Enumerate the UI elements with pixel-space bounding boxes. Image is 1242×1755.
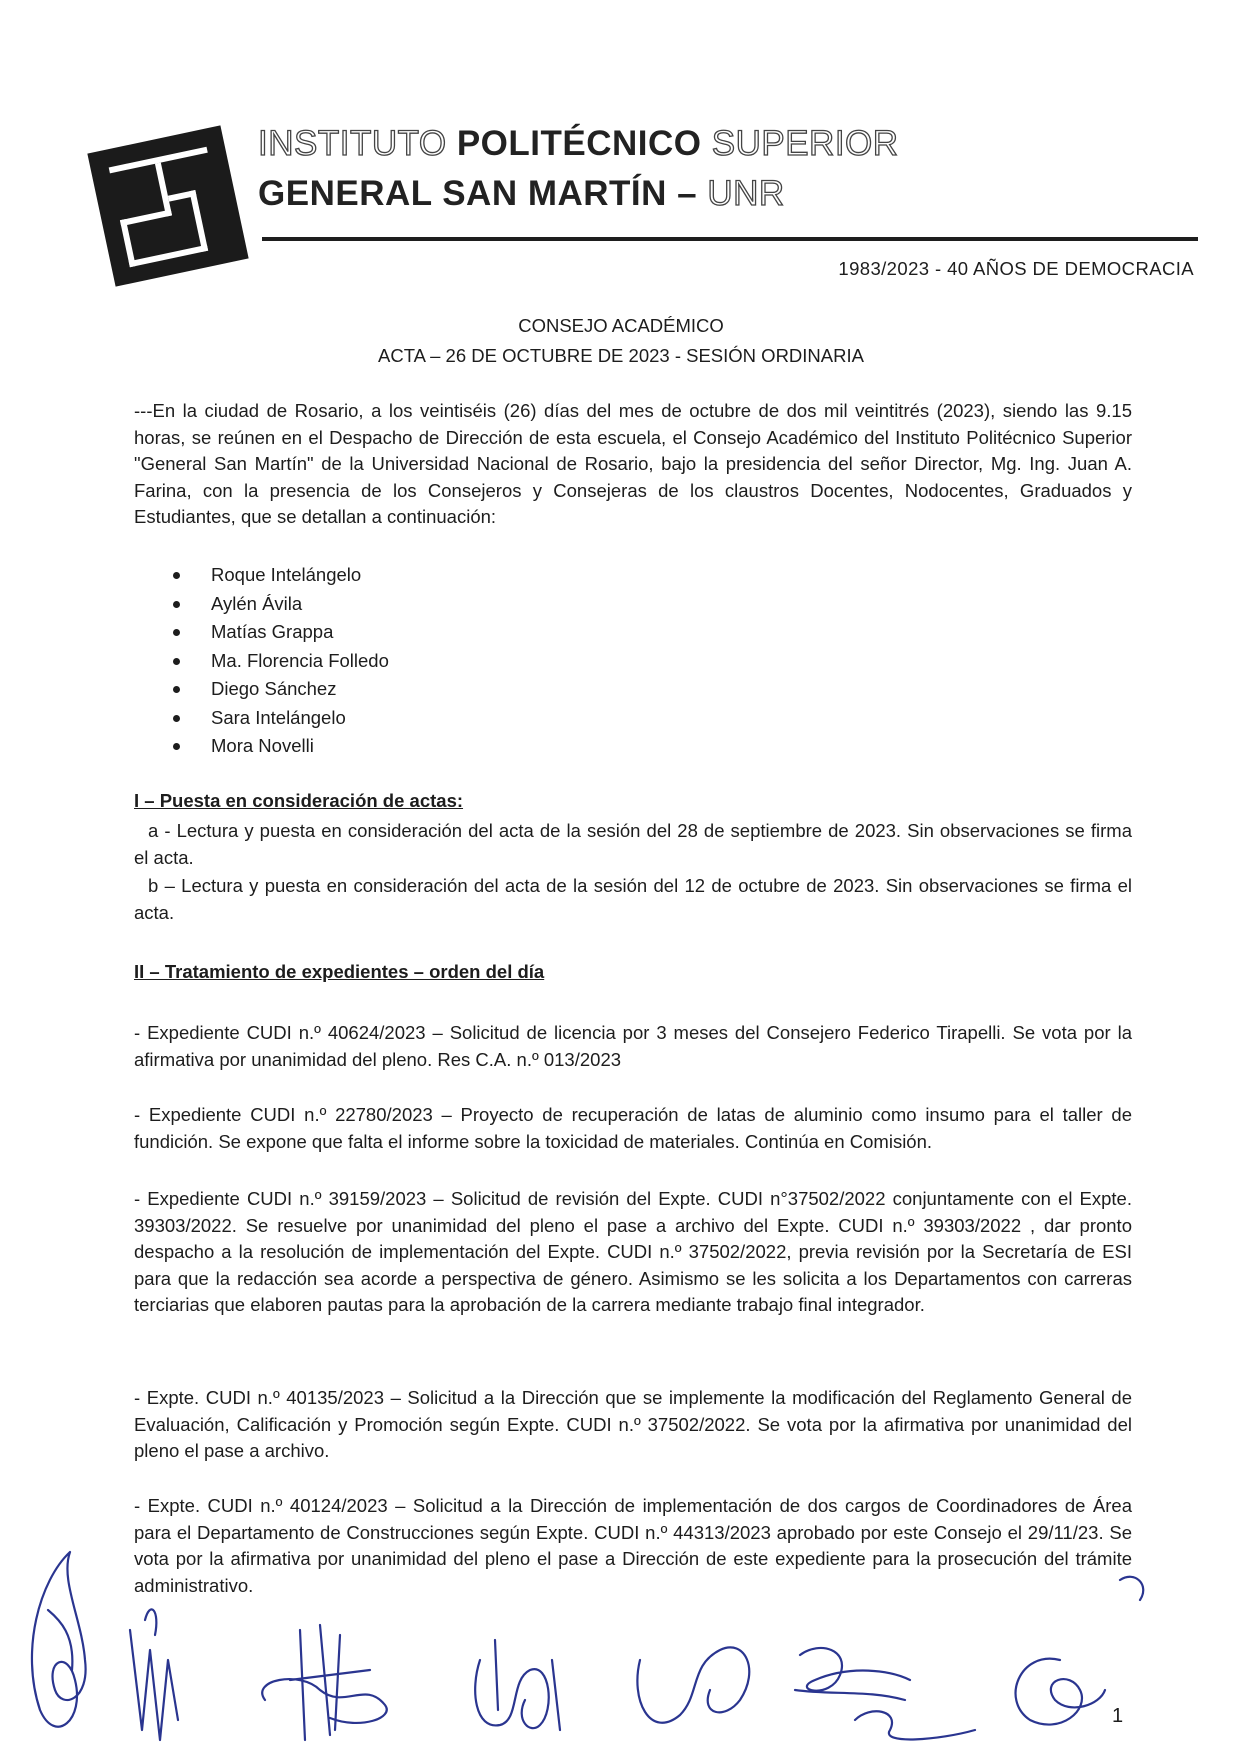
list-item: Ma. Florencia Folledo	[168, 647, 389, 676]
bullet-icon	[173, 715, 180, 722]
bullet-icon	[173, 658, 180, 665]
list-item: Matías Grappa	[168, 618, 389, 647]
institute-logo-icon	[78, 116, 258, 296]
list-item: Roque Intelángelo	[168, 561, 389, 590]
section-1-item-a: a - Lectura y puesta en consideración del acta de la sesión del 28 de septiembre de 2023. Sin observaciones se firma el acta.	[134, 820, 1132, 868]
list-item: Aylén Ávila	[168, 590, 389, 619]
header-rule	[262, 237, 1198, 241]
handwritten-signatures	[0, 1540, 1242, 1755]
bullet-icon	[173, 743, 180, 750]
bullet-icon	[173, 572, 180, 579]
list-item: Sara Intelángelo	[168, 704, 389, 733]
expediente-item: - Expediente CUDI n.º 22780/2023 – Proyecto de recuperación de latas de aluminio como insumo para el taller de fundición. Se expone que falta el informe sobre la toxicidad de materiales. Continúa en Comisión.	[134, 1104, 1132, 1152]
section-1-heading: I – Puesta en consideración de actas:	[134, 790, 464, 811]
session-title: ACTA – 26 DE OCTUBRE DE 2023 - SESIÓN ORDINARIA	[378, 345, 864, 366]
page-number: 1	[1112, 1705, 1124, 1727]
democracy-tagline: 1983/2023 - 40 AÑOS DE DEMOCRACIA	[838, 258, 1194, 279]
expediente-item: - Expte. CUDI n.º 40135/2023 – Solicitud a la Dirección que se implemente la modificación del Reglamento General de Evaluación, Calificación y Promoción según Expte. CUDI n.º 37502/2022. Se vota por la afirmativa por unanimidad del pleno el pase a archivo.	[134, 1387, 1132, 1461]
expediente-item: - Expediente CUDI n.º 40624/2023 – Solicitud de licencia por 3 meses del Consejero Federico Tirapelli. Se vota por la afirmativa por unanimidad del pleno. Res C.A. n.º 013/2023	[134, 1022, 1132, 1070]
bullet-icon	[173, 686, 180, 693]
council-title: CONSEJO ACADÉMICO	[518, 315, 724, 336]
expediente-item: - Expte. CUDI n.º 40124/2023 – Solicitud a la Dirección de implementación de dos cargos de Coordinadores de Área para el Departamento de Construcciones según Expte. CUDI n.º 44313/2023 aprobado por este Consejo el 29/11/23. Se vota por la afirmativa por unanimidad del pleno el pase a Dirección de este expediente para la prosecución del trámite administrativo.	[134, 1495, 1132, 1596]
institute-name-line2: GENERAL SAN MARTÍN – UNR	[258, 174, 785, 213]
list-item: Mora Novelli	[168, 732, 389, 761]
institute-name-line1: INSTITUTO POLITÉCNICO SUPERIOR	[258, 124, 899, 163]
intro-paragraph: ---En la ciudad de Rosario, a los veintiséis (26) días del mes de octubre de dos mil veintitrés (2023), siendo las 9.15 horas, se reúnen en el Despacho de Dirección de esta escuela, el Consejo Académico del Instituto Politécnico Superior "General San Martín" de la Universidad Nacional de Rosario, bajo la presidencia del señor Director, Mg. Ing. Juan A. Farina, con la presencia de los Consejeros y Consejeras de los claustros Docentes, Nodocentes, Graduados y Estudiantes, que se detallan a continuación:	[134, 400, 1132, 527]
bullet-icon	[173, 601, 180, 608]
bullet-icon	[173, 629, 180, 636]
members-list	[168, 561, 389, 761]
section-2-heading: II – Tratamiento de expedientes – orden del día	[134, 961, 545, 982]
section-1-item-b: b – Lectura y puesta en consideración del acta de la sesión del 12 de octubre de 2023. Sin observaciones se firma el acta.	[134, 875, 1132, 923]
expediente-item: - Expediente CUDI n.º 39159/2023 – Solicitud de revisión del Expte. CUDI n°37502/2022 conjuntamente con el Expte. 39303/2022. Se resuelve por unanimidad del pleno el pase a archivo del Expte. CUDI n.º 39303/2022 , dar pronto despacho a la resolución de implementación del Expte. CUDI n.º 37502/2022, previa revisión por la Secretaría de ESI para que la redacción sea acorde a perspectiva de género. Asimismo se les solicita a los Departamentos con carreras terciarias que elaboren pautas para la aprobación de la carrera mediante trabajo final integrador.	[134, 1188, 1132, 1315]
list-item: Diego Sánchez	[168, 675, 389, 704]
